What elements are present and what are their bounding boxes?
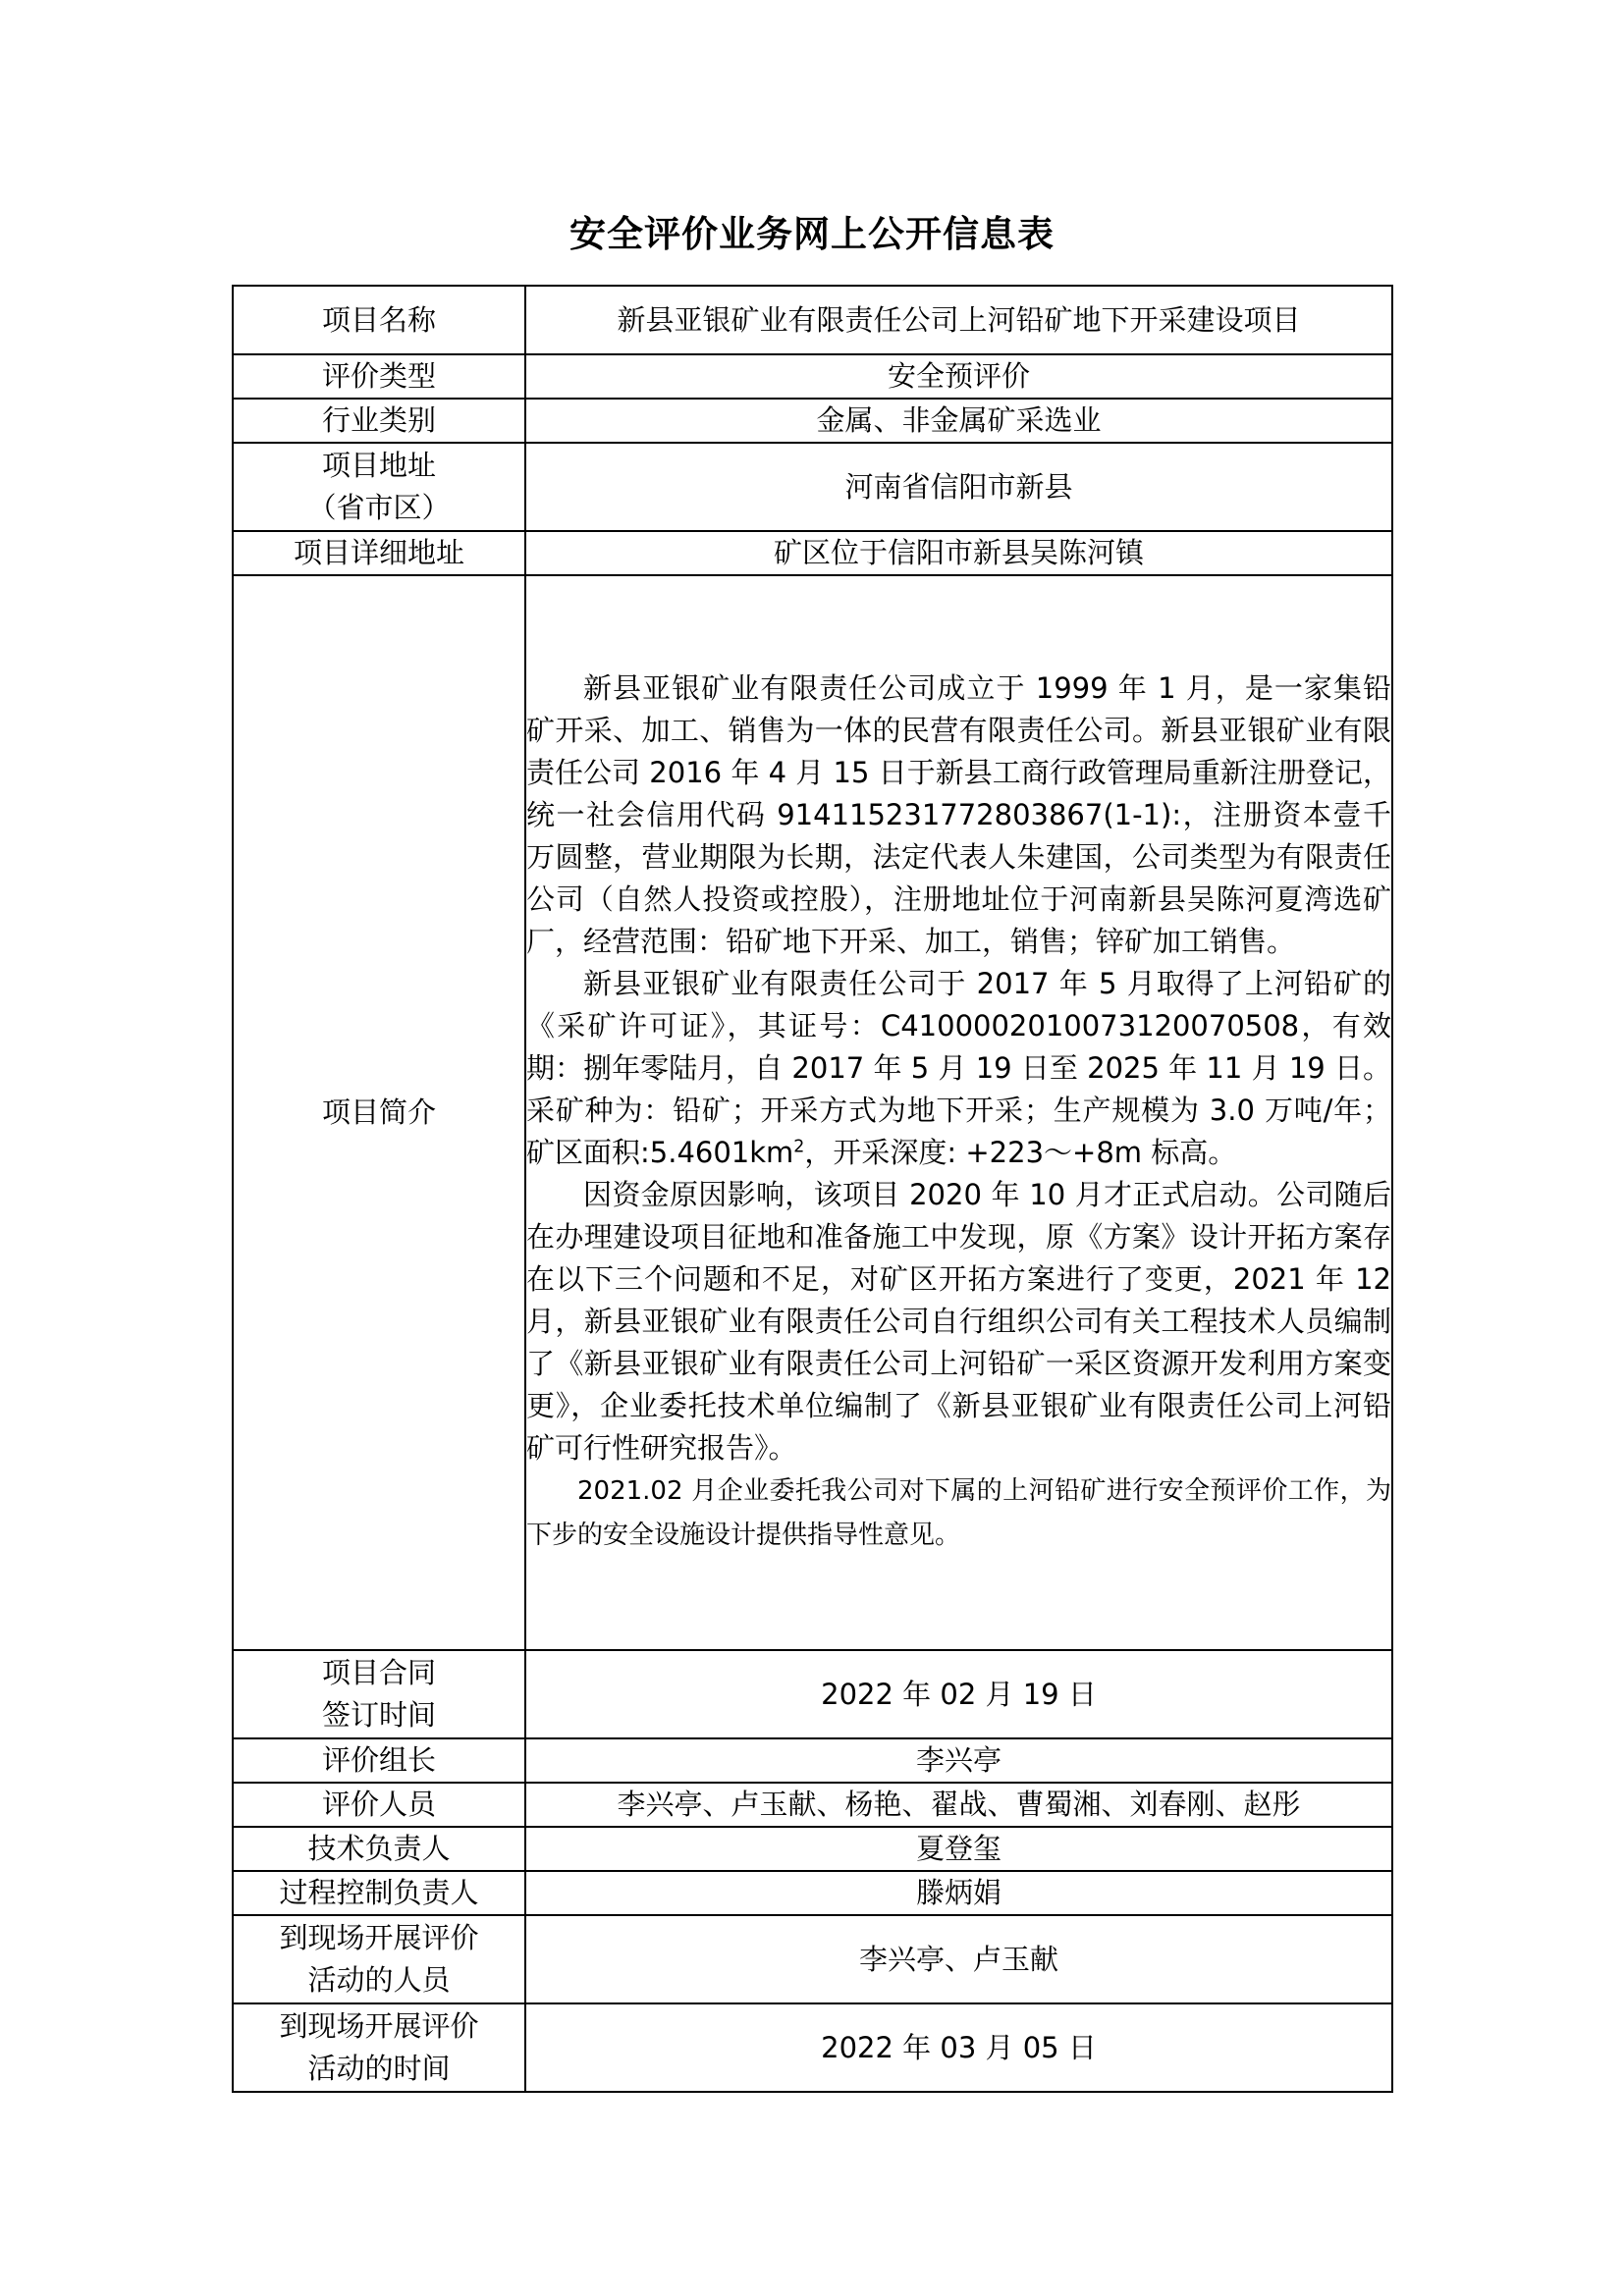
label-summary: 项目简介 <box>233 575 525 1650</box>
row-detailed-address <box>233 531 1392 575</box>
value-address: 河南省信阳市新县 <box>525 443 1392 531</box>
label-onsite-people <box>233 1915 525 2003</box>
label-onsite-time-line1: 到现场开展评价 <box>279 2009 479 2043</box>
label-contract-time-line1: 项目合同 <box>321 1656 436 1689</box>
value-project-name: 新县亚银矿业有限责任公司上河铅矿地下开采建设项目 <box>525 286 1392 354</box>
label-address-line2: （省市区） <box>307 491 451 524</box>
value-contract-time: 2022 年 02 月 19 日 <box>525 1650 1392 1738</box>
summary-paragraph-4: 2021.02 月企业委托我公司对下属的上河铅矿进行安全预评价工作，为下步的安全设施设计提供指导性意见。 <box>526 1476 1391 1550</box>
row-project-name <box>233 286 1392 354</box>
row-summary <box>233 575 1392 1650</box>
row-onsite-people <box>233 1915 1392 2003</box>
summary-paragraph-3: 因资金原因影响，该项目 2020 年 10 月才正式启动。公司随后在办理建设项目征地和准备施工中发现，原《方案》设计开拓方案存在以下三个问题和不足，对矿区开拓方案进行了变更，2021 年 12 月，新县亚银矿业有限责任公司自行组织公司有关工程技术人员编制了《新县亚银矿业有限责任公司上河铅矿一采区资源开发利用方案变更》，企业委托技术单位编制了《新县亚银矿业有限责任公司上河铅矿可行性研究报告》。 <box>526 1178 1391 1465</box>
value-evaluators: 李兴亭、卢玉献、杨艳、翟战、曹蜀湘、刘春刚、赵彤 <box>525 1783 1392 1827</box>
row-contract-time <box>233 1650 1392 1738</box>
value-detailed-address: 矿区位于信阳市新县吴陈河镇 <box>525 531 1392 575</box>
label-project-name: 项目名称 <box>233 286 525 354</box>
summary-paragraph-2-tail: ，开采深度: +223～+8m 标高。 <box>804 1136 1237 1169</box>
label-tech-lead: 技术负责人 <box>233 1827 525 1871</box>
label-evaluators: 评价人员 <box>233 1783 525 1827</box>
page-title: 安全评价业务网上公开信息表 <box>569 213 1055 255</box>
label-onsite-time-line2: 活动的时间 <box>307 2052 451 2085</box>
summary-paragraph-2-text: 新县亚银矿业有限责任公司于 2017 年 5 月取得了上河铅矿的《采矿许可证》，其证号：C4100002010073120070508，有效期：捌年零陆月，自 2017 年 5 月 19 日至 2025 年 11 月 19 日。采矿种为：铅矿；开采方式为地下开采；生产规模为 3.0 万吨/年；矿区面积:5.4601km <box>526 967 1391 1169</box>
label-evaluation-type: 评价类型 <box>233 354 525 399</box>
label-process-lead: 过程控制负责人 <box>233 1871 525 1915</box>
row-onsite-time <box>233 2003 1392 2092</box>
value-summary <box>525 575 1392 1650</box>
row-process-lead <box>233 1871 1392 1915</box>
value-team-leader: 李兴亭 <box>525 1738 1392 1783</box>
label-detailed-address: 项目详细地址 <box>233 531 525 575</box>
label-onsite-time <box>233 2003 525 2092</box>
label-contract-time <box>233 1650 525 1738</box>
value-onsite-time: 2022 年 03 月 05 日 <box>525 2003 1392 2092</box>
value-onsite-people: 李兴亭、卢玉献 <box>525 1915 1392 2003</box>
label-address <box>233 443 525 531</box>
row-team-leader <box>233 1738 1392 1783</box>
value-process-lead: 滕炳娟 <box>525 1871 1392 1915</box>
label-onsite-people-line1: 到现场开展评价 <box>279 1921 479 1954</box>
label-address-line1: 项目地址 <box>321 449 436 482</box>
summary-paragraph-2 <box>526 963 1391 1174</box>
value-evaluation-type: 安全预评价 <box>525 354 1392 399</box>
row-evaluation-type <box>233 354 1392 399</box>
info-table <box>232 285 1393 2093</box>
label-onsite-people-line2: 活动的人员 <box>307 1963 451 1997</box>
value-tech-lead: 夏登玺 <box>525 1827 1392 1871</box>
row-tech-lead <box>233 1827 1392 1871</box>
row-industry <box>233 399 1392 443</box>
label-contract-time-line2: 签订时间 <box>321 1698 436 1732</box>
row-address <box>233 443 1392 531</box>
label-team-leader: 评价组长 <box>233 1738 525 1783</box>
summary-paragraph-1: 新县亚银矿业有限责任公司成立于 1999 年 1 月，是一家集铅矿开采、加工、销售为一体的民营有限责任公司。新县亚银矿业有限责任公司 2016 年 4 月 15 日于新县工商行政管理局重新注册登记，统一社会信用代码 914115231772803867(1-1):，注册资本壹千万圆整，营业期限为长期，法定代表人朱建国，公司类型为有限责任公司（自然人投资或控股），注册地址位于河南新县吴陈河夏湾选矿厂，经营范围：铅矿地下开采、加工，销售；锌矿加工销售。 <box>526 671 1391 958</box>
label-industry: 行业类别 <box>233 399 525 443</box>
row-evaluators <box>233 1783 1392 1827</box>
superscript-2: 2 <box>793 1137 805 1157</box>
value-industry: 金属、非金属矿采选业 <box>525 399 1392 443</box>
